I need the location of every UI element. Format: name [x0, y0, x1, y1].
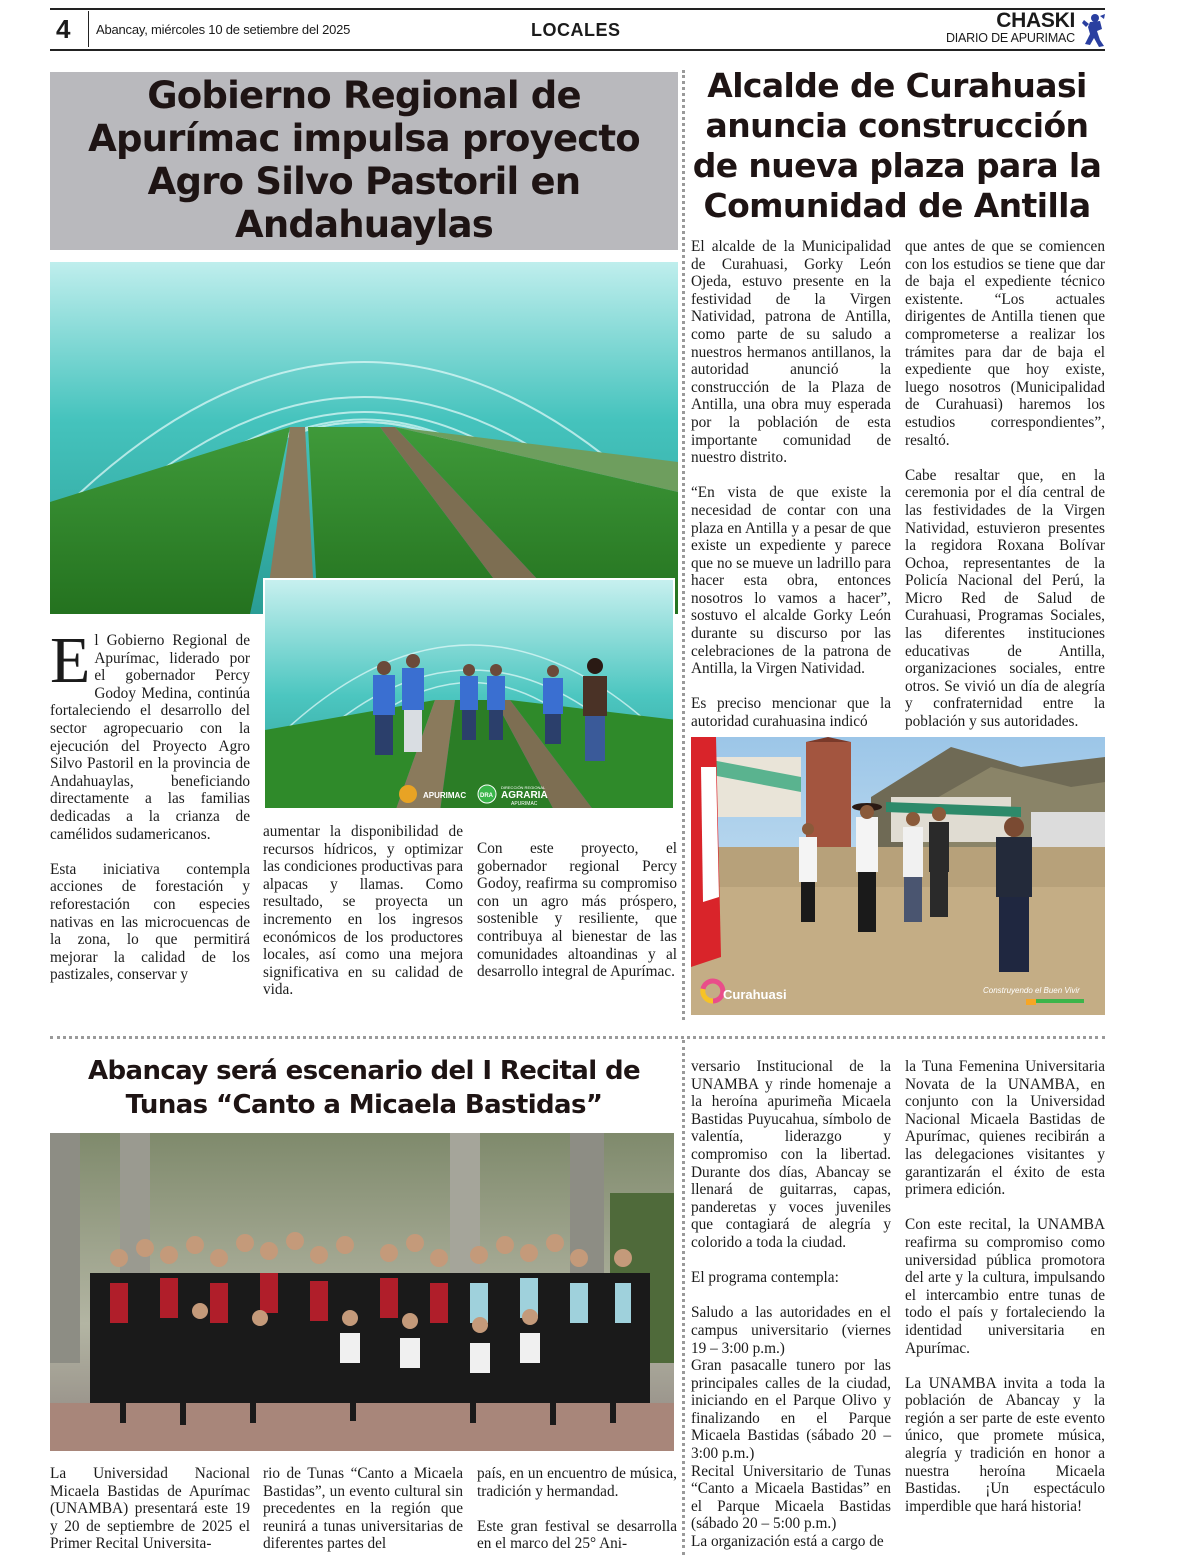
program-item: Saludo a las autoridades en el campus universitario (viernes 19 – 3:00 p.m.)	[691, 1304, 891, 1357]
brand-name: CHASKI	[996, 9, 1075, 32]
article2-column-2	[905, 238, 1105, 731]
article3-paragraph: La Universidad Nacional Micaela Bastidas de Apurímac (UNAMBA) presentará este 19 y 20 de septiembre de 2025 el Primer Recital Universita-	[50, 1465, 250, 1553]
article1-paragraph: Esta iniciativa contempla acciones de forestación y reforestación con especies nativas en las microcuencas de la zona, lo que permitirá mejorar la calidad de los pastizales, conservar y	[50, 860, 250, 984]
curahuasi-logo-text: Curahuasi	[723, 987, 787, 1002]
apurimac-logo-text: APURIMAC	[423, 791, 467, 800]
article3-paragraph: versario Institucional de la UNAMBA y rinde homenaje a la heroína apurimeña Micaela Bastidas Puyucahua, símbolo de valentía, liderazgo y compromiso con la libertad. Durante dos días, Abancay se llenará de guitarras, capas, panderetas y voces juveniles que contagiará de alegría y colorido a toda la ciudad.	[691, 1058, 891, 1251]
header-divider	[88, 11, 89, 47]
curahuasi-ceremony-photo	[691, 737, 1105, 1015]
column-separator	[682, 70, 685, 1020]
program-item: Gran pasacalle tunero por las principales calles de la ciudad, iniciando en el Parque Olivo y finalizando en el Parque Micaela Bastidas (sábado 20 – 3:00 p.m.)	[691, 1357, 891, 1463]
article1-paragraph: Con este proyecto, el gobernador regional Percy Godoy, reafirma su compromiso con un agro más próspero, sostenible y resiliente, que contribuya al bienestar de las comunidades altoandinas y al desarrollo integral de Apurímac.	[477, 840, 677, 981]
article3-paragraph: El programa contempla:	[691, 1269, 839, 1287]
article3-paragraph: Con este recital, la UNAMBA reafirma su compromiso como universidad pública promotora del arte y la cultura, impulsando el intercambio entre tunas de todo el país y fortaleciendo la identidad universitaria en Apurímac.	[905, 1216, 1105, 1357]
article3-column-1	[50, 1465, 250, 1553]
article3-column-5	[905, 1058, 1105, 1515]
article3-paragraph: rio de Tunas “Canto a Micaela Bastidas”, un evento cultural sin precedentes en la región que reunirá a tunas universitarias de diferentes partes del	[263, 1465, 463, 1553]
workers-greenhouse-photo	[263, 578, 675, 810]
article1-headline: Gobierno Regional de Apurímac impulsa proyecto Agro Silvo Pastoril en Andahuaylas	[50, 72, 678, 250]
greenhouse-photo	[50, 262, 678, 614]
program-list	[691, 1304, 891, 1550]
header-bottom-rule	[50, 49, 1105, 51]
brand-tagline: DIARIO DE APURIMAC	[945, 31, 1075, 45]
dra-logo-text: DRA	[480, 793, 493, 799]
curahuasi-slogan: Construyendo el Buen Vivir	[983, 986, 1080, 995]
article2-paragraph: “En vista de que existe la necesidad de contar con una plaza en Antilla y a pesar de que existe un expediente y parece que no se mueve un ladrillo para hacer esta obra, entonces nosotros lo vamos a hacer”, sostuvo el alcalde Gorky León durante su discurso por las celebraciones de la patrona de Antilla, la Virgen Natividad.	[691, 484, 891, 678]
agraria-logo-text: AGRARIA	[501, 790, 548, 801]
article3-paragraph: la Tuna Femenina Universitaria Novata de la UNAMBA, en conjunto con la Universidad Nacional Micaela Bastidas de Apurímac, quienes recibirán a las delegaciones visitantes y garantizarán el éxito de esta primera edición.	[905, 1058, 1105, 1199]
article1-column-1	[50, 624, 250, 984]
program-item: La organización está a cargo de	[691, 1533, 884, 1551]
article2-paragraph: El alcalde de la Municipalidad de Curahuasi, Gorky León Ojeda, estuvo presente en la festividad de la Virgen Natividad, patrona de Antilla, como parte de su saludo a nuestros hermanos antillanos, la autoridad anunció la construcción de la Plaza de Antilla, una obra muy esperada por la población de esta importante comunidad de nuestro distrito.	[691, 238, 891, 467]
article3-paragraph: país, en un encuentro de música, tradición y hermandad.	[477, 1465, 677, 1500]
article1-paragraph: l Gobierno Regional de Apurímac, liderado por el gobernador Percy Godoy Medina, continúa fortaleciendo el desarrollo del sector agropecuario con la ejecución del Proyecto Agro Silvo Pastoril en la provincia de Andahuaylas, beneficiando directamente a las familias dedicadas a la crianza de camélidos sudamericanos.	[50, 632, 250, 843]
masthead-brand	[946, 10, 1075, 45]
page-number: 4	[56, 14, 71, 44]
tuna-group-photo	[50, 1133, 674, 1451]
article3-column-3	[477, 1465, 677, 1553]
article1-column-3	[477, 840, 677, 981]
section-separator	[50, 1036, 1105, 1039]
article2-paragraph: Cabe resaltar que, en la ceremonia por el día central de las festividades de la Virgen Natividad, estuvieron presentes la regidora Roxana Bolívar Ochoa, representantes de la Policía Nacional del Perú, la Micro Red de Salud de Curahuasi, Programas Sociales, las diferentes instituciones educativas de Antilla, organizaciones sociales, entre otros. Se vivió un día de alegría y confraternidad entre la población y sus autoridades.	[905, 466, 1105, 731]
dra-logo-sub: DIRECCIÓN REGIONAL	[501, 785, 546, 790]
article2-column-1	[691, 238, 891, 731]
issue-date: Abancay, miércoles 10 de setiembre del 2025	[96, 22, 351, 37]
drop-cap: E	[50, 624, 91, 697]
agraria-logo-sub: APURIMAC	[511, 801, 538, 807]
program-item: Recital Universitario de Tunas “Canto a Micaela Bastidas” en el Parque Micaela Bastidas (sábado 20 – 5:00 p.m.)	[691, 1462, 891, 1533]
article2-paragraph: que antes de que se comiencen con los estudios se tiene que dar de baja el expediente técnico existente. “Los actuales dirigentes de Antilla tienen que comprometerse a realizar los trámites para dar de baja el expediente que hoy existe, luego nosotros (Municipalidad de Curahuasi) haremos los estudios correspondientes”, resaltó.	[905, 238, 1105, 449]
article3-column-2	[263, 1465, 463, 1553]
article3-column-4	[691, 1058, 891, 1551]
article3-paragraph: La UNAMBA invita a toda la población de Abancay y la región a ser parte de este evento único, que promete música, alegría y tradición en honor a nuestra heroína Micaela Bastidas. ¡Un espectáculo imperdible que hará historia!	[905, 1374, 1105, 1515]
article2-paragraph: Es preciso mencionar que la autoridad curahuasina indicó	[691, 695, 891, 731]
article1-column-2	[263, 823, 463, 999]
section-title: LOCALES	[531, 20, 621, 40]
column-separator	[682, 1040, 685, 1555]
chaski-runner-icon	[1080, 12, 1106, 48]
article3-headline: Abancay será escenario del I Recital de Tunas “Canto a Micaela Bastidas”	[87, 1056, 641, 1120]
article2-headline: Alcalde de Curahuasi anuncia construcción de nueva plaza para la Comunidad de Antilla	[692, 66, 1102, 225]
article1-paragraph: aumentar la disponibilidad de recursos hídricos, y optimizar las condiciones productivas para alpacas y llamas. Como resultado, se proyecta un incremento en los ingresos económicos de los productores locales, así como una mejora significativa en su calidad de vida.	[263, 823, 463, 999]
article3-paragraph: Este gran festival se desarrolla en el marco del 25° Ani-	[477, 1517, 677, 1553]
